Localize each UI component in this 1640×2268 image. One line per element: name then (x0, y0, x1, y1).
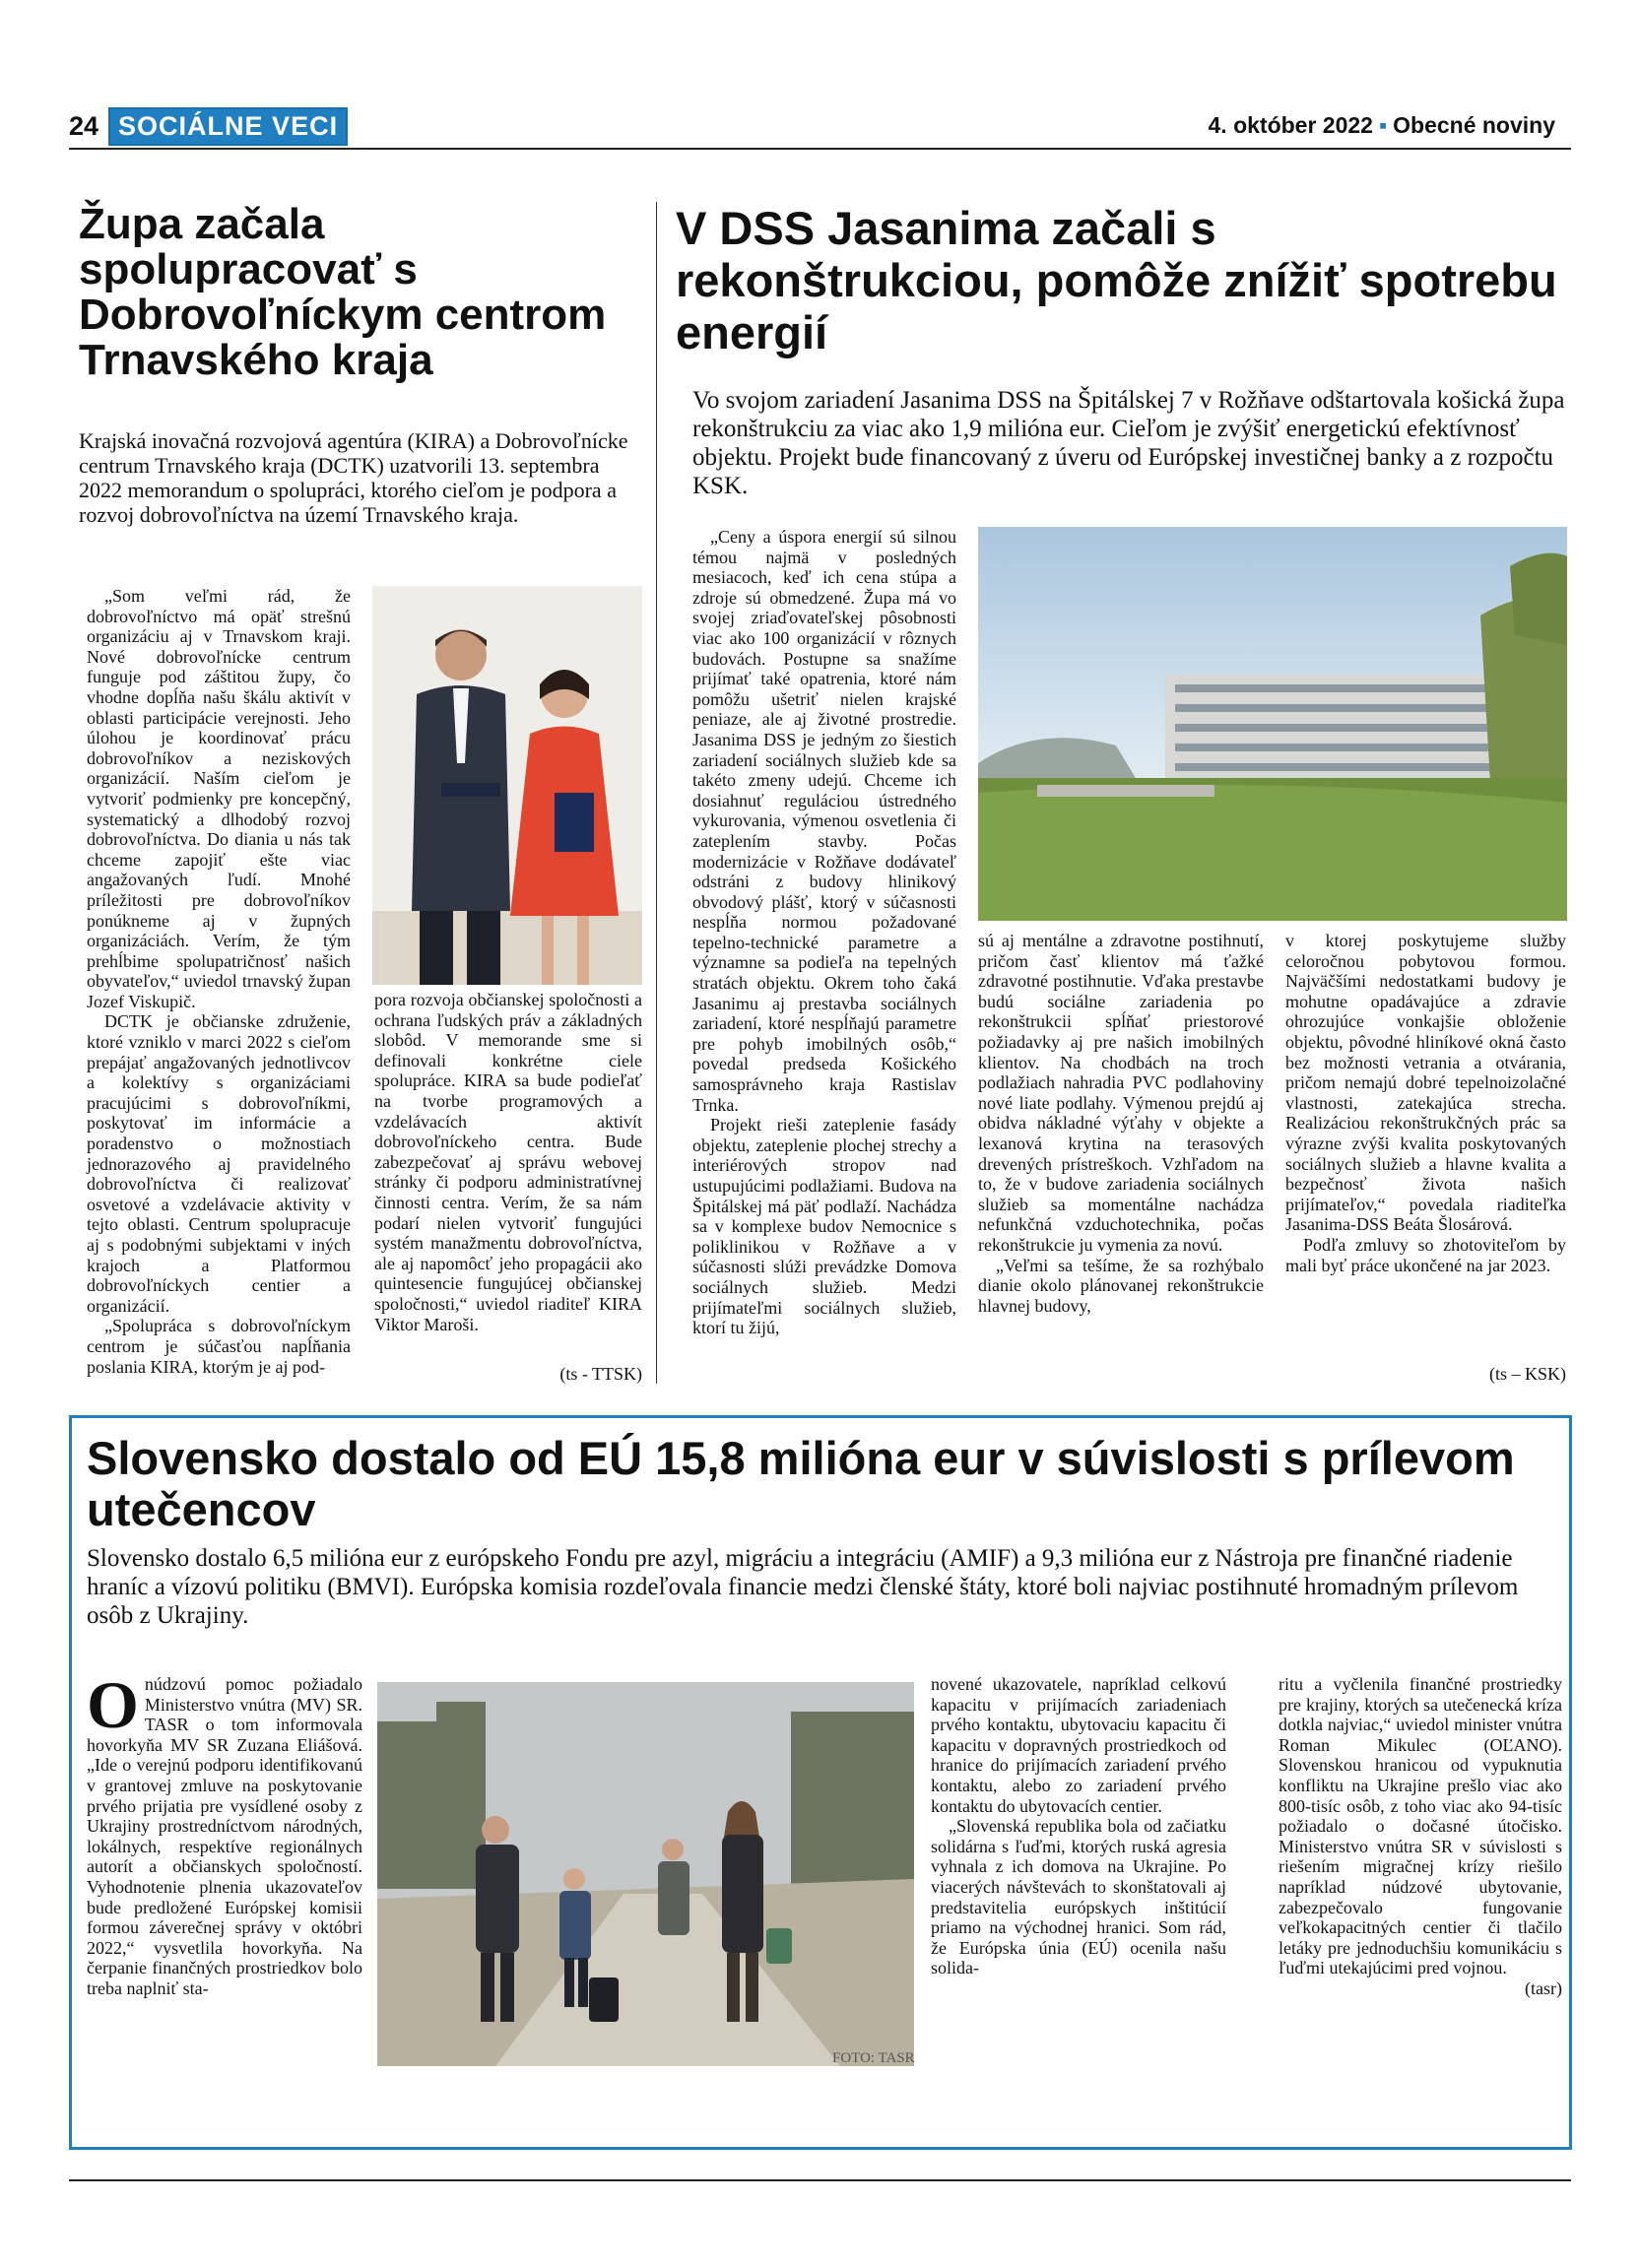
publication-name: Obecné noviny (1393, 112, 1555, 138)
article2-column-1 (692, 527, 956, 1338)
top-rule (69, 148, 1571, 150)
article1-column-1 (87, 586, 351, 1377)
article2-column-3 (1285, 931, 1566, 1275)
section-label: SOCIÁLNE VECI (108, 107, 348, 146)
paragraph: pora rozvoja občianskej spoločnosti a ochrana ľudských práv a základných slobôd. V memorande sme si definovali konkrétne ciele spolupráce. KIRA sa bude podieľať na tvorbe programových a vzdelávacích aktivít dobrovoľníckeho centra. Bude zabezpečovať aj správu webovej stránky či podporu administratívnej činnosti centra. Verím, že sa nám podarí nielen vytvoriť fungujúci systém manažmentu dobrovoľníctva, ale aj napomôcť jeho propagácii ako quintesencie fungujúcej občianskej spoločnosti,“ uviedol riaditeľ KIRA Viktor Maroši. (374, 990, 642, 1334)
photo-credit: FOTO: TASR (832, 2050, 915, 2066)
refugees-photo-illustration (377, 1682, 914, 2066)
issue-info (1209, 112, 1556, 139)
article1-photo (372, 586, 642, 985)
paragraph: „Slovenská republika bola od začiatku solidárna s ľuďmi, ktorých ruská agresia vyhnala z ich domova na Ukrajine. Po viacerých návštevách to skonštatovali aj predstavitelia európskych inštitúcií priamo na východnej hranici. Som rád, že Európska únia (EÚ) ocenila našu solida- (931, 1816, 1226, 1978)
article2-photo (978, 527, 1567, 921)
paragraph: „Som veľmi rád, že dobrovoľníctvo má opäť strešnú organizáciu aj v Trnavskom kraji. Nové dobrovoľnícke centrum funguje pod záštitou župy, čo vhodne dopĺňa našu škálu aktivít v oblasti participácie verejnosti. Jeho úlohou je koordinovať prácu dobrovoľníkov a neziskových organizácií. Naším cieľom je vytvoriť podmienky pre koncepčný, systematický a dlhodobý rozvoj dobrovoľníctva. Do diania u nás tak chceme zapojiť ešte viac angažovaných ľudí. Mnohé príležitosti pre dobrovoľníkov ponúkneme aj v župných organizáciách. Verím, že tým prehĺbime spolupatričnosť našich obyvateľov,“ uviedol trnavský župan Jozef Viskupič. (87, 586, 351, 1011)
bottom-rule (69, 2179, 1571, 2181)
bullet-icon: ▪ (1378, 112, 1388, 138)
masthead (69, 106, 348, 146)
paragraph: ritu a vyčlenila finančné prostriedky pre krajiny, ktorých sa utečenecká kríza dotkla najviac,“ uviedol minister vnútra Roman Mikulec (OĽANO). Slovenskou hranicou od vypuknutia konfliktu na Ukrajine prešlo viac ako 800-tisíc osôb, z toho viac ako 94-tisíc požiadalo o dočasné útočisko. Ministerstvo vnútra SR v súvislosti s riešením migračnej krízy riešilo napríklad núdzové ubytovanie, zabezpečovalo fungovanie veľkokapacitných centier či tlačilo letáky pre jednoduchšiu komunikáciu s ľuďmi utekajúcimi pred vojnou. (1279, 1674, 1562, 1978)
paragraph: novené ukazovatele, napríklad celkovú kapacitu v prijímacích zariadeniach prvého kontaktu, ubytovaciu kapacitu či kapacitu v dopravných prostriedkoch od hranice do prijímacích zariadení prvého kontaktu, alebo zo zariadení prvého kontaktu do ubytovacích centier. (931, 1674, 1226, 1816)
paragraph: „Ceny a úspora energií sú silnou témou najmä v posledných mesiacoch, keď ich cena stúpa a zdroje sú obmedzené. Župa má vo svojej zriaďovateľskej pôsobnosti viac ako 100 organizácií v rôznych budovách. Postupne sa snažíme prijímať také opatrenia, ktoré nám pomôžu ušetriť nielen krajské peniaze, ale aj životné prostredie. Jasanima DSS je jedným zo šiestich zariadení sociálnych služieb kde sa takéto zmeny udejú. Chceme ich dosiahnuť reguláciou ústredného vykurovania, výmenou osvetlenia či zateplením stavby. Počas modernizácie v Rožňave dodávateľ odstráni z budovy hlinikový obvodový plášť, ktorý v súčasnosti nespĺňa normou požadované tepelno-technické parametre a významne sa podieľa na tepelných stratách objektu. Okrem toho čaká Jasanimu aj prestavba sociálnych zariadení, ktoré nespĺňajú parametre pre pohyb imobilných osôb,“ povedal predseda Košického samosprávneho kraja Rastislav Trnka. (692, 527, 956, 1115)
article3-column-3 (1279, 1674, 1562, 1999)
article3-lead: Slovensko dostalo 6,5 milióna eur z európskeho Fondu pre azyl, migráciu a integráciu (AMIF) a 9,3 milióna eur z Nástroja pre finančné riadenie hraníc a vízovú politiku (BMVI). Európska komisia rozdeľovala financie medzi členské štáty, ktoré boli najviac postihnuté hromadným prílevom osôb z Ukrajiny. (87, 1545, 1519, 1629)
people-photo-illustration (372, 586, 642, 985)
article3-column-1 (87, 1667, 362, 1999)
article2-byline: (ts – KSK) (1488, 1364, 1566, 1384)
paragraph: „Spolupráca s dobrovoľníckym centrom je súčasťou napĺňania poslania KIRA, ktorým je aj pod- (87, 1316, 351, 1377)
paragraph: „Veľmi sa tešíme, že sa rozhýbalo dianie okolo plánovanej rekonštrukcie hlavnej budovy, (978, 1255, 1264, 1316)
article1-headline: Župa začala spolupracovať s Dobrovoľníckym centrom Trnavského kraja (79, 200, 607, 384)
paragraph: v ktorej poskytujeme služby celoročnou pobytovou formou. Najväčšími nedostatkami budovy je mohutne opadávajúce a zdravie ohrozujúce vonkajšie obloženie objektu, pôvodné hliníkové okná často bez možnosti vetrania a otvárania, pričom nemajú dobré tepelnoizolačné vlastnosti, zatekajúca strecha. Realizáciou rekonštrukčných prác sa výrazne zvýši kvalita poskytovaných sociálnych služieb a hlavne kvalita a bezpečnosť života našich prijímateľov,“ povedala riaditeľka Jasanima-DSS Beáta Šlosárová. (1285, 931, 1566, 1235)
issue-date: 4. október 2022 (1208, 112, 1373, 138)
column-divider (656, 202, 657, 1384)
page-number: 24 (69, 110, 99, 141)
paragraph: sú aj mentálne a zdravotne postihnutí, pričom časť klientov má ťažké zdravotné postihnutie. Vďaka prestavbe budú sociálne zariadenia po rekonštrukcii spĺňať priestorové požiadavky aj pre našich imobilných klientov. Na chodbách na troch podlažiach nahradia PVC podlahoviny nové liate podlahy. Výmenou prejdú aj obidva nákladné výťahy v objekte a lexanová krytina na terasových drevených prístreškoch. Vzhľadom na to, že v budove zariadenia sociálnych služieb sa momentálne nachádza nefunkčná vzduchotechnika, počas rekonštrukcie ju vymenia za novú. (978, 931, 1264, 1255)
article1-byline: (ts - TTSK) (559, 1364, 642, 1384)
paragraph: núdzovú pomoc požiadalo Ministerstvo vnútra (MV) SR. TASR o tom informovala hovorkyňa MV SR Zuzana Eliášová. „Ide o verejnú podporu identifikovanú v grantovej zmluve na poskytovanie prvého prijatia pre vysídlené osoby z Ukrajiny prostredníctvom národných, lokálnych, respektíve regionálnych autorít a občianskych spoločností. Vyhodnotenie plnenia ukazovateľov bude predložené Európskej komisii formou záverečnej správy v októbri 2022,“ vysvetlila hovorkyňa. Na čerpanie finančných prostriedkov bolo treba naplniť sta- (87, 1674, 362, 1998)
article2-lead: Vo svojom zariadení Jasanima DSS na Špitálskej 7 v Rožňave odštartovala košická župa rekonštrukciu za viac ako 1,9 milióna eur. Cieľom je zvýšiť energetickú efektívnosť objektu. Projekt bude financovaný z úveru od Európskej investičnej banky a z rozpočtu KSK. (692, 387, 1565, 499)
article1-column-2 (374, 990, 642, 1334)
article2-column-2 (978, 931, 1264, 1316)
article3-column-2 (931, 1674, 1226, 1978)
drop-cap: O (87, 1667, 139, 1742)
paragraph: DCTK je občianske združenie, ktoré vzniklo v marci 2022 s cieľom prepájať angažovaných jednotlivcov a kolektívy s organizáciami pracujúcimi s dobrovoľníkmi, poskytovať im informácie a poradenstvo o možnostiach jednorazového aj pravidelného dobrovoľníctva či realizovať osvetové a vzdelávacie aktivity v tejto oblasti. Centrum spolupracuje aj s podobnými subjektami v iných krajoch a Platformou dobrovoľníckych centier a organizácií. (87, 1011, 351, 1316)
article2-headline: V DSS Jasanima začali s rekonštrukciou, pomôže znížiť spotrebu energií (676, 202, 1557, 358)
paragraph: Projekt rieši zateplenie fasády objektu, zateplenie plochej strechy a interiérových stropov nad ustupujúcimi podlažiami. Budova na Špitálskej má päť podlaží. Nachádza sa v komplexe budov Nemocnice s poliklinikou v Rožňave a v súčasnosti slúži prevádzke Domova sociálnych služieb. Medzi prijímateľmi sociálnych služieb, ktorí tu žijú, (692, 1115, 956, 1338)
article3-headline: Slovensko dostalo od EÚ 15,8 milióna eur v súvislosti s prílevom utečencov (87, 1432, 1515, 1535)
building-photo-illustration (978, 527, 1567, 921)
article3-byline: (tasr) (1525, 1977, 1562, 1998)
paragraph: Podľa zmluvy so zhotoviteľom by mali byť práce ukončené na jar 2023. (1285, 1234, 1566, 1275)
article1-lead: Krajská inovačná rozvojová agentúra (KIRA) a Dobrovoľnícke centrum Trnavského kraja (DCTK) uzatvorili 13. septembra 2022 memorandum o spolupráci, ktorého cieľom je podpora a rozvoj dobrovoľníctva na území Trnavského kraja. (79, 428, 628, 527)
article3-photo (377, 1682, 914, 2066)
